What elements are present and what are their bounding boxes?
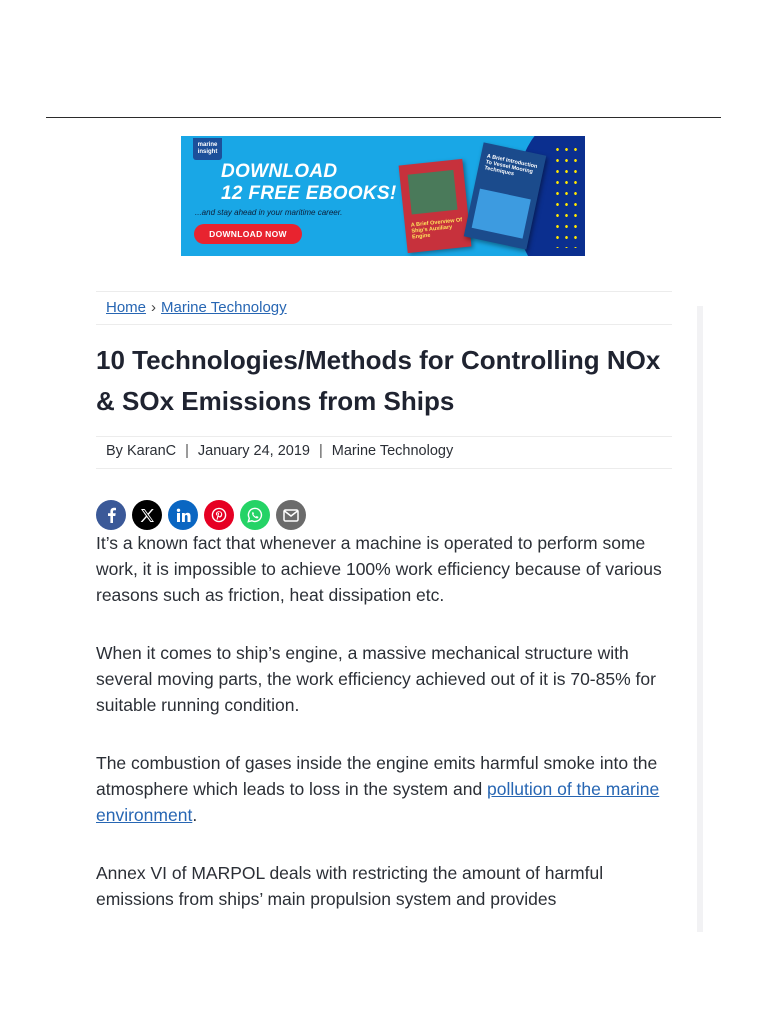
x-icon [140,508,155,523]
paragraph-text: . [192,805,198,825]
author-prefix: By [106,443,123,459]
share-buttons [96,500,306,530]
share-whatsapp-button[interactable] [240,500,270,530]
share-facebook-button[interactable] [96,500,126,530]
banner-tagline: ...and stay ahead in your maritime career. [195,208,343,217]
ebooks-banner-ad[interactable] [181,136,585,256]
article-meta [106,443,453,459]
share-email-button[interactable] [276,500,306,530]
paragraph [96,750,672,828]
header-divider [46,117,721,118]
breadcrumb [106,299,287,316]
article-title: 10 Technologies/Methods for Controlling NOx & SOx Emissions from Ships [96,345,661,416]
breadcrumb-separator: › [151,299,157,316]
paragraph: Annex VI of MARPOL deals with restricting the amount of harmful emissions from ships’ main propulsion system and provides [96,863,604,909]
author-link[interactable]: KaranC [126,443,177,459]
paragraph-text: The combustion of gases inside the engine emits harmful smoke into the atmosphere which leads to loss in the system and [96,753,658,799]
article-body [96,530,672,944]
facebook-icon [104,507,118,523]
sidebar-rail [697,306,703,932]
meta-divider: | [318,443,323,459]
meta-top-divider [96,436,672,437]
share-pinterest-button[interactable] [204,500,234,530]
banner-dot-pattern [553,144,579,248]
linkedin-icon [176,508,191,523]
breadcrumb-bottom-divider [96,324,672,325]
banner-headline-line2: 12 FREE EBOOKS! [221,183,397,204]
download-now-button[interactable]: DOWNLOAD NOW [194,224,302,244]
marine-insight-logo: marine insight [193,138,222,160]
pinterest-icon [211,507,227,523]
breadcrumb-top-divider [96,291,672,292]
book-cover-title: A Brief Introduction To Vessel Mooring Techniques [483,153,538,178]
book-cover-image [408,170,458,215]
share-linkedin-button[interactable] [168,500,198,530]
book-cover-image [472,189,531,239]
publish-date: January 24, 2019 [197,443,310,459]
paragraph: When it comes to ship’s engine, a massive mechanical structure with several moving parts, the work efficiency achieved out of it is 70-85% for suitable running condition. [96,643,656,715]
meta-bottom-divider [96,468,672,469]
paragraph: It’s a known fact that whenever a machine is operated to perform some work, it is impossible to achieve 100% work efficiency because of various reasons such as friction, heat dissipation etc. [96,533,662,605]
envelope-icon [283,509,299,522]
ebook-cover-auxiliary-engine [399,159,472,253]
share-x-button[interactable] [132,500,162,530]
marine-pollution-link[interactable]: pollution of the marine environment [96,779,660,825]
meta-divider: | [185,443,189,459]
category-link[interactable]: Marine Technology [331,443,454,459]
book-cover-title: A Brief Overview Of Ship's Auxiliary Engine [410,217,463,241]
whatsapp-icon [247,507,263,523]
banner-headline-line1: DOWNLOAD [221,161,338,182]
breadcrumb-home-link[interactable]: Home [106,299,147,316]
breadcrumb-category-link[interactable]: Marine Technology [161,299,287,316]
